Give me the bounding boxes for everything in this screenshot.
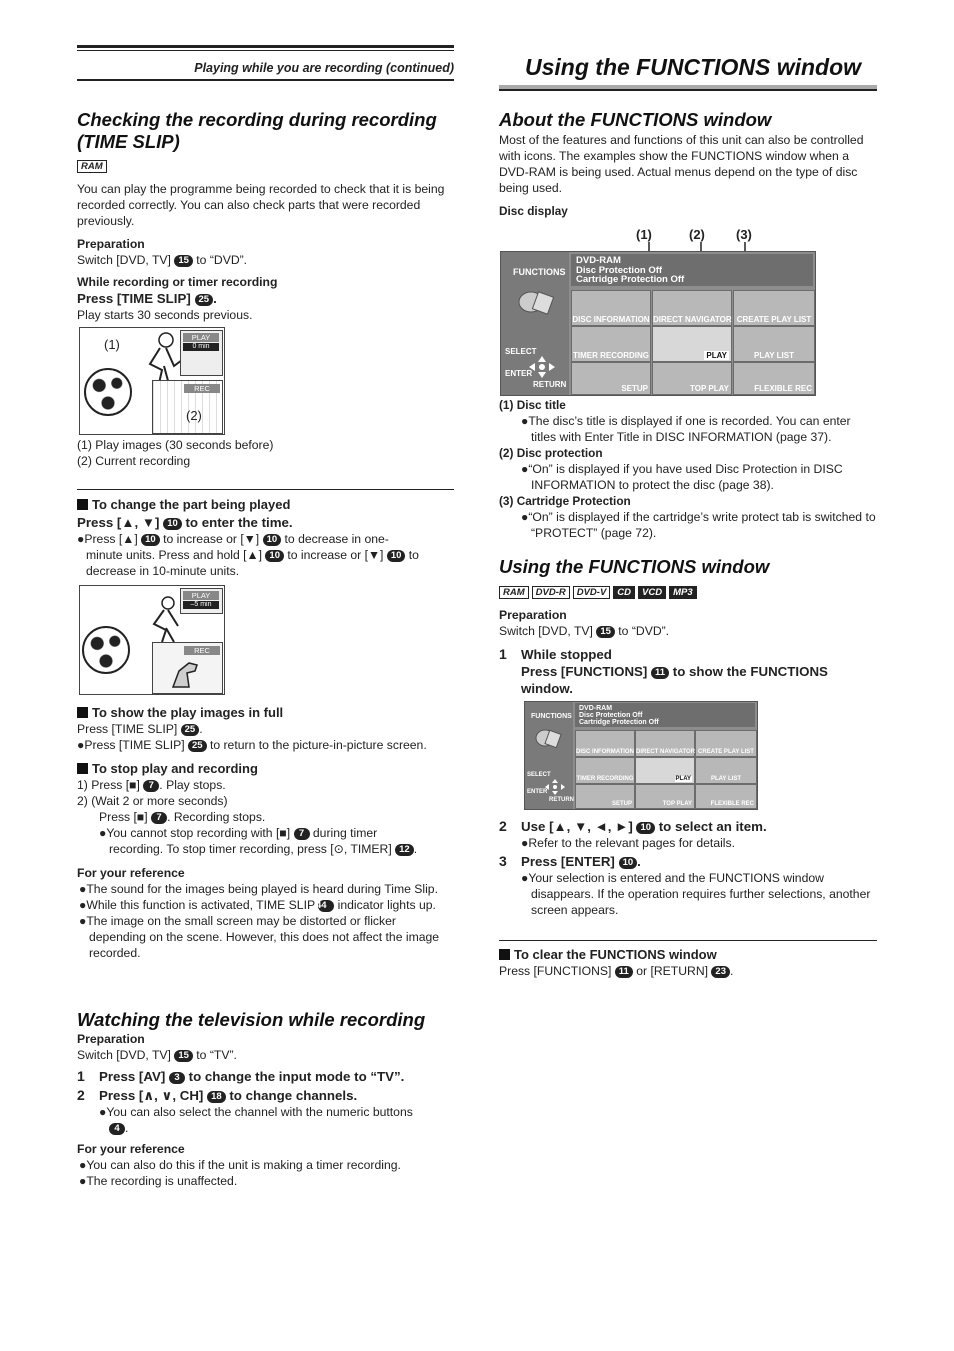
reference-bullet-3: ●The image on the small screen may be distorted or flicker depending on the scene. However, this does not affect the image recorded. [79,914,440,960]
play-screen [180,330,223,376]
cartridge-protection: Cartridge Protection Off [579,719,659,726]
create-play-list-item[interactable]: CREATE PLAY LIST [733,290,815,326]
prep-text: Switch [DVD, TV] 15 to “DVD”. [77,253,248,267]
select-label: SELECT [505,347,537,356]
minus-five-illustration [79,585,225,695]
reference-bullet-1: ●The sound for the images being played is heard during Time Slip. [79,882,438,896]
tv-step-2-note: ●You can also select the channel with the numeric buttons 4 . [99,1105,413,1135]
stop-step2: 2) (Wait 2 or more seconds) [77,794,228,808]
clear-text: Press [FUNCTIONS] 11 or [RETURN] 23 . [499,964,734,978]
callout-2: (2) [689,227,705,242]
play-label: PLAY [183,333,219,342]
time-slip-section [77,109,454,323]
about-text: Most of the features and functions of this unit can also be controlled with icons. The examples show the FUNCTIONS window when a DVD-RAM is being used. Actual menus depend on the type of disc being used. [499,133,864,195]
step-1-line1: 1 While stopped [499,646,612,662]
play-item[interactable]: PLAY [652,326,732,362]
enter-label: ENTER [527,789,548,795]
dvd-r-tag: DVD-R [532,586,570,599]
while-recording-label: While recording or timer recording [77,275,278,289]
return-label: RETURN [533,380,567,389]
prep-text: Switch [DVD, TV] 15 to “DVD”. [499,624,670,638]
change-part-line3: decrease in 10-minute units. [86,564,240,578]
page-badge: 4 [109,1123,125,1135]
watching-tv-section [77,1009,454,1189]
page-badge: 11 [615,966,633,978]
ram-tag: RAM [499,586,529,599]
page-badge: 10 [387,550,406,562]
dpad-icon [545,779,565,795]
using-section [499,556,877,697]
return-label: RETURN [549,797,574,803]
prep-label: Preparation [499,608,567,622]
page-badge: 25 [181,724,200,736]
cartridge-protection: Cartridge Protection Off [576,274,685,285]
disc-title: DVD-RAM [576,255,621,266]
step-1-line3: window. [521,681,573,696]
prep-label: Preparation [77,1032,145,1046]
square-bullet-icon [77,499,88,510]
page-badge: 44 [318,900,334,912]
page-badge: 15 [596,626,615,638]
top-play-item[interactable]: TOP PLAY [652,362,732,395]
functions-window-large [500,251,816,396]
using-title: Using the FUNCTIONS window [499,556,770,577]
change-part-press: Press [▲, ▼] 10 to enter the time. [77,515,293,530]
title-rule-dark [499,89,877,91]
functions-label: FUNCTIONS [531,713,572,720]
rec-screen [152,380,223,434]
page-badge: 11 [651,667,669,679]
divider [499,940,877,941]
disc-icon [515,286,555,318]
disc-information-item[interactable]: DISC INFORMATION [571,290,651,326]
time-slip-intro: You can play the programme being recorded to check that it is being recorded correctly. You can also check parts that were recorded previously. [77,182,445,228]
create-play-list-item[interactable]: CREATE PLAY LIST [695,730,757,757]
mp3-tag: MP3 [669,586,697,599]
callout-1: (1) [104,337,120,352]
def3-text: ●“On” is displayed if the cartridge’s write protect tab is switched to “PROTECT” (page 72). [521,510,876,540]
main-title: Using the FUNCTIONS window [525,54,862,80]
page-badge: 10 [619,857,638,869]
play-list-item[interactable]: PLAY LIST [733,326,815,362]
running-header: Playing while you are recording (continued) [194,61,454,75]
rec-label: REC [184,646,220,655]
steps-2-3 [499,818,877,918]
stop-step1: 1) Press [■] 7 . Play stops. [77,778,226,792]
flexible-rec-item[interactable]: FLEXIBLE REC [695,784,757,809]
stop-note1: ●You cannot stop recording with [■] 7 during timer [99,826,378,840]
reference-bullet-2: ●While this function is activated, TIME SLIP 44 indicator lights up. [79,898,436,912]
disc-display-label: Disc display [499,204,568,218]
header-rule-bottom [77,79,454,81]
direct-navigator-item[interactable]: DIRECT NAVIGATOR [652,290,732,326]
play-time: 0 min [183,343,219,351]
clear-section [499,947,877,979]
step-2-note: ●Refer to the relevant pages for details. [521,836,735,850]
enter-label: ENTER [505,369,533,378]
play-starts-text: Play starts 30 seconds previous. [77,308,253,322]
disc-title: DVD-RAM [579,705,613,712]
clear-heading: To clear the FUNCTIONS window [499,947,877,963]
page-badge: 10 [636,822,655,834]
functions-window-small [524,701,758,810]
press-time-slip: Press [TIME SLIP] 25 . [77,291,217,306]
page-badge: 15 [174,255,193,267]
def2-text: ●“On” is displayed if you have used Disc Protection in DISC INFORMATION to protect the disc (page 38). [521,462,843,492]
divider [77,489,454,490]
page-badge: 23 [711,966,730,978]
header-rule-thin [77,50,454,51]
soccer-ball-icon [82,626,130,674]
page-badge: 10 [265,550,284,562]
change-part-section [77,497,454,579]
page-badge: 25 [195,294,214,306]
play-screen [180,588,223,614]
full-images-line1: Press [TIME SLIP] 25 . [77,722,203,736]
play-label: PLAY [183,591,219,600]
stop-section [77,761,454,857]
page-badge: 10 [263,534,282,546]
dpad-icon [529,356,555,378]
disc-info-panel [571,254,813,286]
reference-label: For your reference [77,866,185,880]
top-play-item[interactable]: TOP PLAY [635,784,695,809]
direct-navigator-item[interactable]: DIRECT NAVIGATOR [635,730,695,757]
setup-item[interactable]: SETUP [571,362,651,395]
page-badge: 12 [395,844,414,856]
play-item[interactable]: PLAY [635,757,695,784]
tv-reference-bullet-2: ●The recording is unaffected. [79,1174,238,1188]
watching-tv-title: Watching the television while recording [77,1009,426,1030]
disc-protection: Disc Protection Off [579,712,643,719]
caption-2: (2) Current recording [77,454,191,468]
full-images-heading: To show the play images in full [77,705,454,721]
timer-recording-item[interactable]: TIMER RECORDING [571,326,651,362]
flexible-rec-item[interactable]: FLEXIBLE REC [733,362,815,395]
change-part-line2: minute units. Press and hold [▲] 10 to increase or [▼] 10 to [86,548,419,562]
tv-step-1: 1 Press [AV] 3 to change the input mode to “TV”. [77,1068,405,1084]
about-section [499,109,877,219]
page-badge: 25 [188,740,207,752]
step-1-line2: Press [FUNCTIONS] 11 to show the FUNCTIONS [521,664,828,679]
callout-3: (3) [736,227,752,242]
change-part-heading: To change the part being played [77,497,454,513]
about-title: About the FUNCTIONS window [499,109,772,130]
section-title-line1: Checking the recording during recording [77,109,437,130]
stop-heading: To stop play and recording [77,761,454,777]
square-bullet-icon [77,707,88,718]
prep-label: Preparation [77,237,145,251]
change-part-line1: ●Press [▲] 10 to increase or [▼] 10 to decrease in one- [77,532,389,546]
rec-screen [152,642,223,694]
timer-clock-icon: ⊙ [333,842,344,856]
rec-label: REC [184,384,220,393]
dvd-v-tag: DVD-V [573,586,611,599]
page-badge: 10 [163,518,182,530]
step-3-note: ●Your selection is entered and the FUNCTIONS window disappears. If the operation requires further selections, another screen appears. [521,871,871,917]
stop-step3: Press [■] 7 . Recording stops. [99,810,266,824]
disc-tags [499,582,877,600]
header-rule-top [77,45,454,48]
tv-reference-bullet-1: ●You can also do this if the unit is making a timer recording. [79,1158,401,1172]
prep-text: Switch [DVD, TV] 15 to “TV”. [77,1048,237,1062]
cd-tag: CD [613,586,635,599]
disc-information-item[interactable]: DISC INFORMATION [575,730,635,757]
callout-1: (1) [636,227,652,242]
square-bullet-icon [499,949,510,960]
section-title-line2: (TIME SLIP) [77,131,180,152]
play-time: –5 min [183,601,219,609]
time-slip-illustration [79,327,225,435]
disc-protection: Disc Protection Off [576,264,663,276]
ram-tag: RAM [77,160,107,173]
page-badge: 18 [207,1091,226,1103]
functions-label: FUNCTIONS [513,267,566,277]
full-images-line2: ●Press [TIME SLIP] 25 to return to the picture-in-picture screen. [77,738,427,752]
reference-label: For your reference [77,1142,185,1156]
full-images-section [77,705,454,753]
def1-title: (1) Disc title [499,398,566,412]
step-3: 3 Press [ENTER] 10 . [499,853,641,869]
disc-icon [533,726,563,750]
timer-recording-item[interactable]: TIMER RECORDING [575,757,635,784]
page-badge: 7 [143,780,159,792]
play-list-item[interactable]: PLAY LIST [695,757,757,784]
step-2: 2 Use [▲, ▼, ◄, ►] 10 to select an item. [499,818,767,834]
caption-1: (1) Play images (30 seconds before) [77,438,274,452]
def3-title: (3) Cartridge Protection [499,494,631,508]
page-badge: 3 [169,1072,185,1084]
stop-note2: recording. To stop timer recording, press [⊙, TIMER] 12 . [109,842,418,856]
soccer-ball-icon [84,368,132,416]
def1-text: ●The disc’s title is displayed if one is recorded. You can enter titles with Enter Title in DISC INFORMATION (page 37). [521,414,851,444]
vcd-tag: VCD [638,586,666,599]
square-bullet-icon [77,763,88,774]
page-badge: 10 [141,534,160,546]
tv-step-2: 2 Press [∧, ∨, CH] 18 to change channels. [77,1087,358,1103]
page-badge: 7 [294,828,310,840]
def2-title: (2) Disc protection [499,446,603,460]
page-badge: 15 [174,1050,193,1062]
select-label: SELECT [527,772,551,778]
page-badge: 7 [151,812,167,824]
setup-item[interactable]: SETUP [575,784,635,809]
callout-2: (2) [186,408,202,423]
reference-section-1 [77,865,454,961]
disc-info-panel [575,703,755,727]
dinosaur-icon [167,657,203,691]
definitions-section [499,397,877,541]
